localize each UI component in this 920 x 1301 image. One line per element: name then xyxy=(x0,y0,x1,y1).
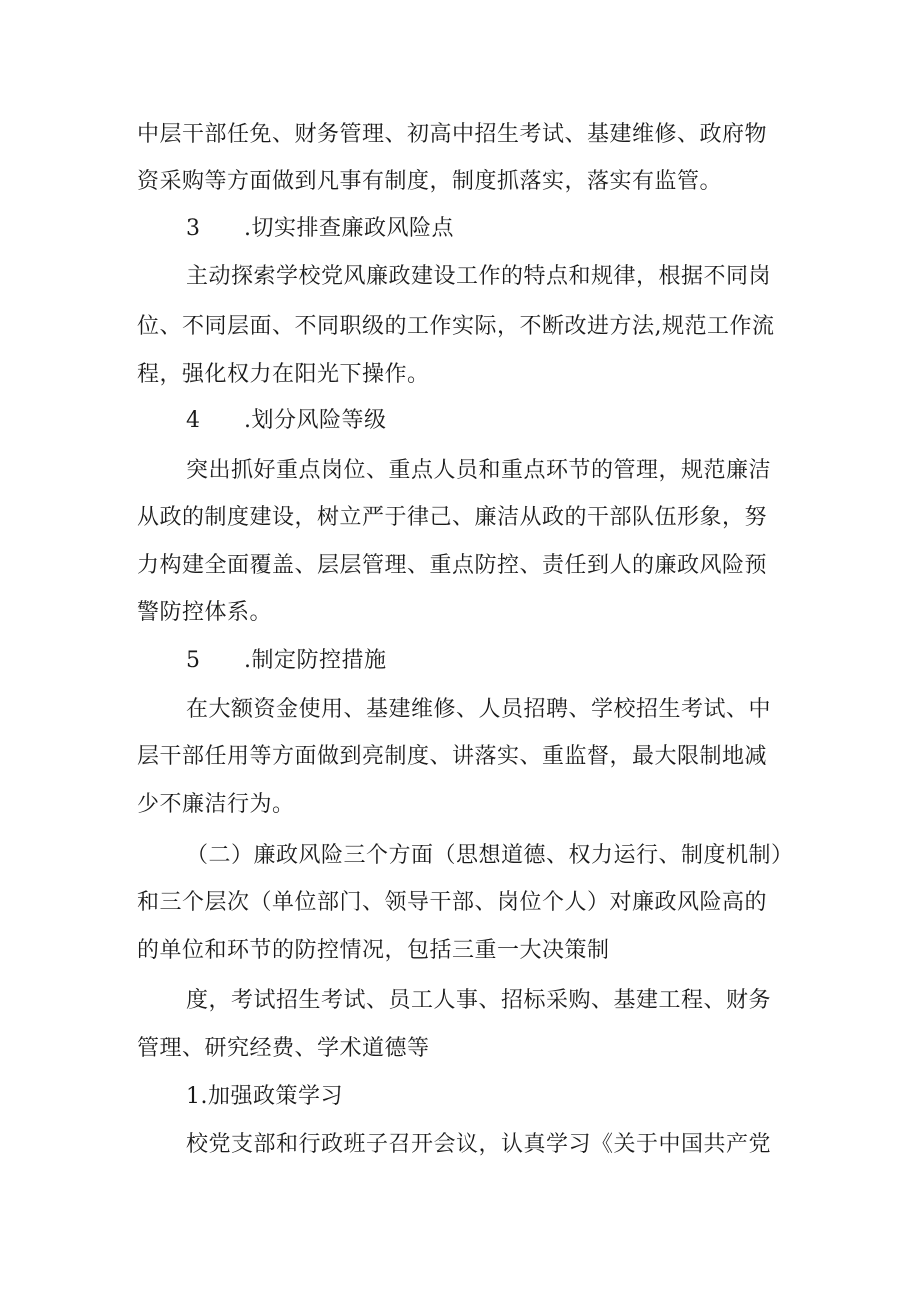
body-text-line: 力构建全面覆盖、层层管理、重点防控、责任到人的廉政风险预 xyxy=(137,553,768,578)
heading-title: .制定防控措施 xyxy=(244,648,387,673)
body-text-line: 从政的制度建设，树立严于律己、廉洁从政的干部队伍形象，努 xyxy=(137,505,768,530)
body-text-line: 少不廉洁行为。 xyxy=(137,792,295,817)
body-text-line: 主动探索学校党风廉政建设工作的特点和规律，根据不同岗 xyxy=(186,264,772,289)
subsection-heading: 1.加强政策学习 xyxy=(186,1084,343,1109)
section-heading-5 xyxy=(186,646,387,676)
body-text-line: 程，强化权力在阳光下操作。 xyxy=(137,362,430,387)
section-heading-4 xyxy=(186,406,387,436)
body-text-line: 的单位和环节的防控情况，包括三重一大决策制 xyxy=(137,938,610,963)
body-text-line: 度，考试招生考试、员工人事、招标采购、基建工程、财务 xyxy=(186,988,772,1013)
heading-number: 4 xyxy=(186,408,201,433)
body-text-line: 在大额资金使用、基建维修、人员招聘、学校招生考试、中 xyxy=(186,697,772,722)
body-text-line: 警防控体系。 xyxy=(137,600,273,625)
body-text-line: 层干部任用等方面做到亮制度、讲落实、重监督，最大限制地减 xyxy=(137,744,768,769)
body-text-line: 资采购等方面做到凡事有制度，制度抓落实，落实有监管。 xyxy=(137,169,723,194)
body-text-line: 中层干部任免、财务管理、初高中招生考试、基建维修、政府物 xyxy=(137,122,768,147)
heading-number: 3 xyxy=(186,216,201,241)
heading-number: 5 xyxy=(186,648,201,673)
body-text-line: 和三个层次（单位部门、领导干部、岗位个人）对廉政风险高的 xyxy=(137,890,768,915)
heading-title: .划分风险等级 xyxy=(244,408,387,433)
body-text-line: 位、不同层面、不同职级的工作实际，不断改进方法,规范工作流 xyxy=(137,314,775,339)
body-text-line: （二）廉政风险三个方面（思想道德、权力运行、制度机制） xyxy=(186,843,794,868)
heading-title: .切实排查廉政风险点 xyxy=(244,216,454,241)
section-heading-3 xyxy=(186,214,454,244)
body-text-line: 突出抓好重点岗位、重点人员和重点环节的管理，规范廉洁 xyxy=(186,458,772,483)
body-text-line: 校党支部和行政班子召开会议，认真学习《关于中国共产党 xyxy=(186,1132,772,1157)
body-text-line: 管理、研究经费、学术道德等 xyxy=(137,1036,430,1061)
